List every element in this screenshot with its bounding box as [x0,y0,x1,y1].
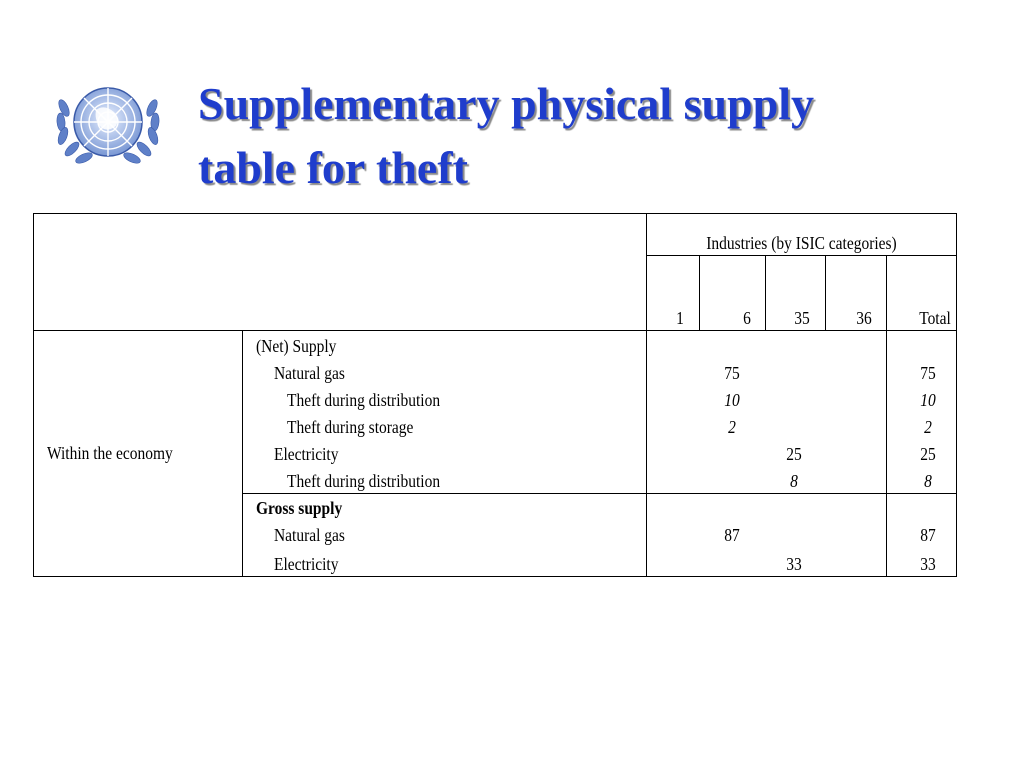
col-divider-label [646,213,647,577]
cell-col35: 8 [790,471,798,491]
group-header-underline [646,255,957,256]
group-header: Industries (by ISIC categories) [706,233,897,253]
cell-col35: 33 [786,554,802,574]
col-header-1: 1 [676,308,684,328]
cell-col35: 25 [786,444,802,464]
table-border-bottom [33,576,957,577]
row-label: Natural gas [274,363,345,383]
gross-section-divider [242,493,957,494]
cell-total: 75 [920,363,936,383]
cell-col6: 75 [724,363,740,383]
title-line-1: Supplementary physical supply [198,78,815,129]
cell-col6: 87 [724,525,740,545]
cell-total: 10 [920,390,936,410]
row-label: Natural gas [274,525,345,545]
cell-total: 25 [920,444,936,464]
row-label: Theft during distribution [287,390,441,410]
col-divider-36 [886,255,887,577]
table-border-left [33,213,34,577]
title-line-2: table for theft [198,142,468,193]
net-supply-heading: (Net) Supply [256,336,337,356]
table-border-top [33,213,957,214]
cell-total: 33 [920,554,936,574]
col-divider-35 [825,255,826,331]
row-group-label: Within the economy [47,443,173,463]
row-label: Electricity [274,444,339,464]
cell-col6: 2 [728,417,736,437]
header-divider [33,330,957,331]
row-label: Theft during distribution [287,471,441,491]
cell-col6: 10 [724,390,740,410]
row-label: Theft during storage [287,417,414,437]
col-header-total: Total [919,308,951,328]
col-header-36: 36 [856,308,872,328]
col-divider-6 [765,255,766,331]
cell-total: 8 [924,471,932,491]
table-border-right [956,213,957,577]
cell-total: 87 [920,525,936,545]
row-label: Electricity [274,554,339,574]
cell-total: 2 [924,417,932,437]
col-header-6: 6 [743,308,751,328]
col-divider-1 [699,255,700,331]
col-header-35: 35 [794,308,810,328]
row-group-divider [242,330,243,577]
gross-supply-heading: Gross supply [256,498,343,518]
